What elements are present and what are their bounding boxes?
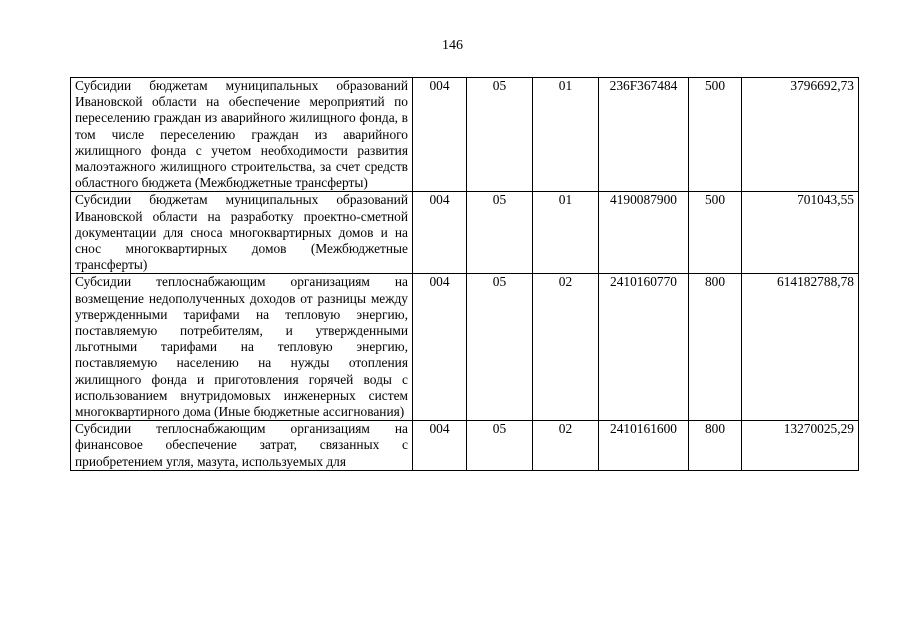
row-amount: 13270025,29 [742,421,859,471]
row-department-code: 004 [413,78,467,192]
row-expense-type-code: 800 [689,274,742,421]
row-expense-type-code: 500 [689,78,742,192]
row-target-article-code: 2410161600 [599,421,689,471]
row-target-article-code: 2410160770 [599,274,689,421]
row-amount: 3796692,73 [742,78,859,192]
row-expense-type-code: 800 [689,421,742,471]
table-row [71,274,859,421]
row-section-code: 05 [467,192,533,274]
row-target-article-code: 4190087900 [599,192,689,274]
row-description: Субсидии бюджетам муниципальных образований Ивановской области на разработку проектно-сметной документации для сноса многоквартирных домов и на снос многоквартирных домов (Межбюджетные трансферты) [71,192,413,274]
page-number: 146 [442,38,463,53]
row-department-code: 004 [413,274,467,421]
row-target-article-code: 236F367484 [599,78,689,192]
row-department-code: 004 [413,421,467,471]
row-subsection-code: 02 [533,421,599,471]
row-amount: 614182788,78 [742,274,859,421]
row-description: Субсидии теплоснабжающим организациям на возмещение недополученных доходов от разницы между утвержденными тарифами на тепловую энергию, поставляемую потребителям, и утвержденными льготными тарифами на тепловую энергию, поставляемую населению на нужды отопления жилищного фонда и приготовления горячей воды с использованием внутридомовых инженерных систем многоквартирного дома (Иные бюджетные ассигнования) [71,274,413,421]
table-row [71,192,859,274]
row-amount: 701043,55 [742,192,859,274]
table-row [71,78,859,192]
row-department-code: 004 [413,192,467,274]
row-subsection-code: 01 [533,192,599,274]
row-description: Субсидии теплоснабжающим организациям на финансовое обеспечение затрат, связанных с приобретением угля, мазута, используемых для [71,421,413,471]
row-subsection-code: 01 [533,78,599,192]
table-row [71,421,859,471]
row-section-code: 05 [467,78,533,192]
row-description: Субсидии бюджетам муниципальных образований Ивановской области на обеспечение мероприятий по переселению граждан из аварийного жилищного фонда, в том числе переселению граждан из аварийного жилищного фонда с учетом необходимости развития малоэтажного жилищного строительства, за счет средств областного бюджета (Межбюджетные трансферты) [71,78,413,192]
row-subsection-code: 02 [533,274,599,421]
row-section-code: 05 [467,274,533,421]
row-expense-type-code: 500 [689,192,742,274]
budget-table [70,77,859,471]
row-section-code: 05 [467,421,533,471]
